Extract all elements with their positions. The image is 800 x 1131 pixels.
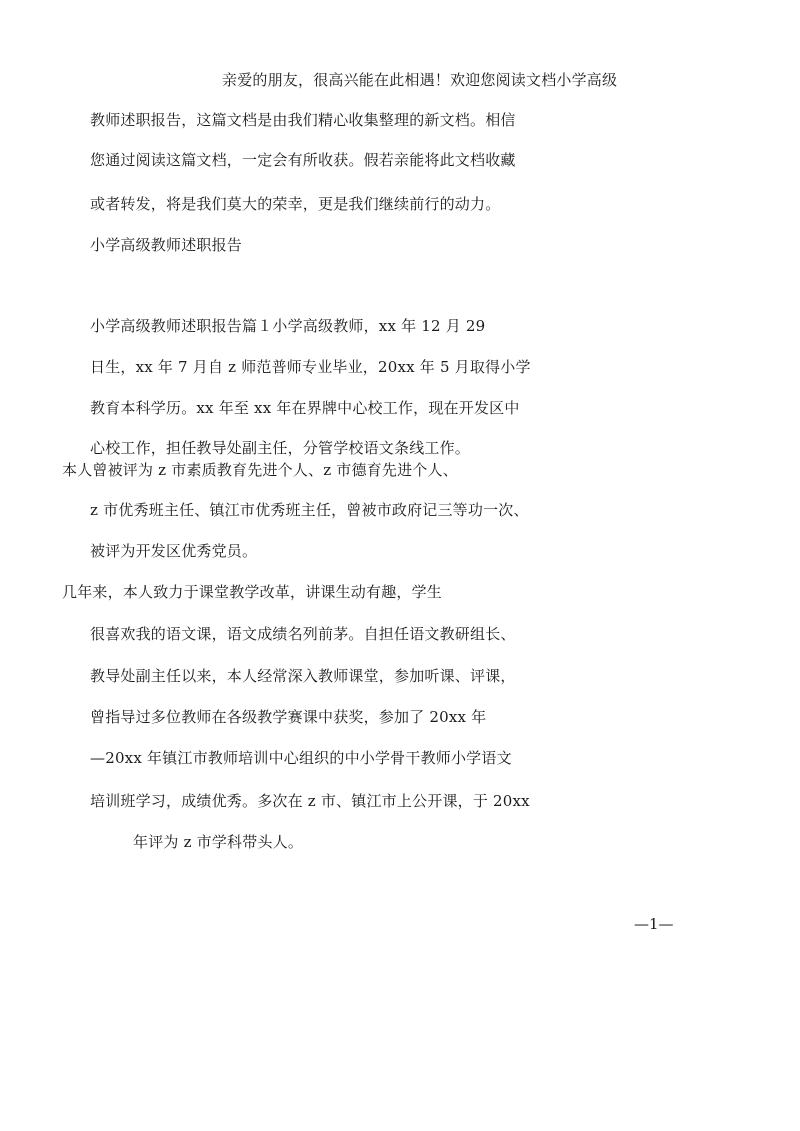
text-line: 或者转发，将是我们莫大的荣幸，更是我们继续前行的动力。 (90, 195, 501, 213)
text-line: —20xx 年镇江市教师培训中心组织的中小学骨干教师小学语文 (90, 749, 512, 767)
page-number: —1— (634, 915, 674, 933)
text-line: 本人曾被评为 z 市素质教育先进个人、z 市德育先进个人、 (62, 461, 458, 479)
text-line: 日生，xx 年 7 月自 z 师范普师专业毕业，20xx 年 5 月取得小学 (90, 358, 531, 376)
text-line: 教师述职报告，这篇文档是由我们精心收集整理的新文档。相信 (90, 111, 516, 129)
text-line: 培训班学习，成绩优秀。多次在 z 市、镇江市上公开课，于 20xx (90, 792, 530, 810)
text-line: 曾指导过多位教师在各级教学赛课中获奖，参加了 20xx 年 (90, 708, 487, 726)
text-line: 几年来，本人致力于课堂教学改革，讲课生动有趣，学生 (62, 583, 443, 601)
text-line: z 市优秀班主任、镇江市优秀班主任，曾被市政府记三等功一次、 (90, 501, 529, 519)
section-title: 小学高级教师述职报告 (90, 236, 243, 254)
text-line: 年评为 z 市学科带头人。 (133, 833, 304, 851)
text-line: 很喜欢我的语文课，语文成绩名列前茅。自担任语文教研组长、 (90, 625, 516, 643)
text-line: 亲爱的朋友，很高兴能在此相遇！欢迎您阅读文档小学高级 (222, 71, 618, 89)
text-line: 教导处副主任以来，本人经常深入教师课堂，参加听课、评课， (90, 667, 516, 685)
text-line: 教育本科学历。xx 年至 xx 年在界牌中心校工作，现在开发区中 (90, 399, 520, 417)
text-line: 被评为开发区优秀党员。 (90, 542, 258, 560)
text-line: 小学高级教师述职报告篇１小学高级教师，xx 年 12 月 29 (90, 317, 486, 335)
text-line: 心校工作，担任教导处副主任，分管学校语文条线工作。 (90, 439, 471, 457)
text-line: 您通过阅读这篇文档，一定会有所收获。假若亲能将此文档收藏 (90, 151, 516, 169)
